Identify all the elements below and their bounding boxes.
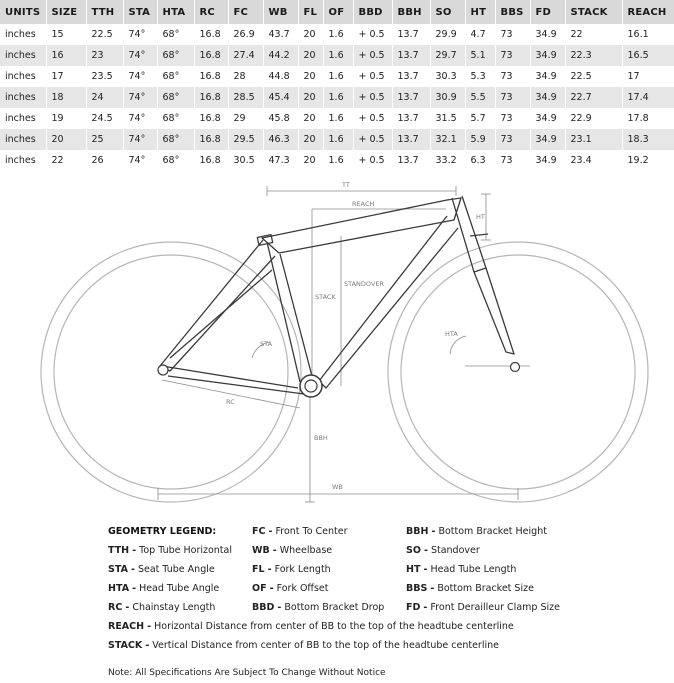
table-cell: + 0.5: [353, 108, 392, 129]
table-cell: 16.8: [194, 150, 228, 171]
column-header: RC: [194, 0, 228, 24]
table-cell: 29: [228, 108, 263, 129]
legend-item: STA - Seat Tube Angle: [108, 564, 215, 575]
table-cell: 27.4: [228, 45, 263, 66]
table-cell: 1.6: [323, 150, 353, 171]
table-cell: 29.5: [228, 129, 263, 150]
table-cell: inches: [0, 108, 46, 129]
legend-item: HTA - Head Tube Angle: [108, 583, 220, 594]
table-row: [0, 108, 674, 129]
table-cell: 73: [495, 45, 530, 66]
table-cell: inches: [0, 150, 46, 171]
front-axle: [511, 363, 520, 372]
table-cell: 44.2: [263, 45, 298, 66]
table-cell: 13.7: [392, 24, 430, 45]
table-row: [0, 45, 674, 66]
table-cell: 68°: [157, 87, 194, 108]
table-cell: 16.8: [194, 45, 228, 66]
table-cell: 1.6: [323, 45, 353, 66]
table-cell: 43.7: [263, 24, 298, 45]
legend-item: TTH - Top Tube Horizontal: [108, 545, 232, 556]
column-header: FC: [228, 0, 263, 24]
table-cell: 73: [495, 150, 530, 171]
legend-stack: STACK - Vertical Distance from center of BB to the top of the headtube centerline: [108, 640, 499, 651]
column-header: STA: [123, 0, 157, 24]
table-cell: 20: [298, 108, 323, 129]
table-cell: 13.7: [392, 87, 430, 108]
table-cell: inches: [0, 24, 46, 45]
column-header: UNITS: [0, 0, 46, 24]
table-cell: 68°: [157, 66, 194, 87]
column-header: BBD: [353, 0, 392, 24]
table-cell: 16.8: [194, 66, 228, 87]
table-cell: 22.5: [86, 24, 123, 45]
table-cell: 13.7: [392, 129, 430, 150]
table-cell: 74°: [123, 87, 157, 108]
table-cell: 34.9: [530, 150, 565, 171]
table-cell: inches: [0, 45, 46, 66]
legend-item: BBS - Bottom Bracket Size: [406, 583, 534, 594]
table-cell: 4.7: [465, 24, 495, 45]
table-row: [0, 87, 674, 108]
table-cell: 5.1: [465, 45, 495, 66]
bike-geometry-diagram: [0, 176, 674, 516]
table-cell: 17.4: [622, 87, 674, 108]
table-row: [0, 129, 674, 150]
table-cell: 22.9: [565, 108, 622, 129]
table-cell: 20: [298, 87, 323, 108]
table-cell: 17: [46, 66, 86, 87]
table-cell: 28: [228, 66, 263, 87]
table-cell: 18.3: [622, 129, 674, 150]
table-cell: 22: [565, 24, 622, 45]
table-cell: 24: [86, 87, 123, 108]
table-cell: 19.2: [622, 150, 674, 171]
table-cell: 45.8: [263, 108, 298, 129]
column-header: OF: [323, 0, 353, 24]
table-cell: 74°: [123, 108, 157, 129]
label-reach: REACH: [352, 200, 375, 208]
table-cell: 47.3: [263, 150, 298, 171]
table-cell: 16.8: [194, 24, 228, 45]
label-sta: STA: [260, 340, 273, 348]
table-row: [0, 150, 674, 171]
label-bbh: BBH: [314, 434, 328, 442]
table-cell: 13.7: [392, 45, 430, 66]
table-cell: 29.7: [430, 45, 465, 66]
table-cell: 34.9: [530, 108, 565, 129]
legend-item: BBD - Bottom Bracket Drop: [252, 602, 385, 613]
column-header: SO: [430, 0, 465, 24]
legend-reach: REACH - Horizontal Distance from center of BB to the top of the headtube centerline: [108, 621, 514, 632]
table-cell: 73: [495, 129, 530, 150]
table-cell: 16.5: [622, 45, 674, 66]
table-cell: 44.8: [263, 66, 298, 87]
table-cell: 74°: [123, 24, 157, 45]
table-cell: 34.9: [530, 129, 565, 150]
label-ht: HT: [476, 213, 485, 221]
table-cell: 20: [298, 24, 323, 45]
legend-item: FL - Fork Length: [252, 564, 331, 575]
bottom-bracket: [300, 375, 322, 397]
label-wb: WB: [332, 483, 343, 491]
column-header: FD: [530, 0, 565, 24]
column-header: HT: [465, 0, 495, 24]
label-stack: STACK: [315, 293, 336, 301]
table-cell: 13.7: [392, 66, 430, 87]
legend-item: WB - Wheelbase: [252, 545, 333, 556]
label-tt: TT: [342, 181, 350, 189]
table-cell: 23.1: [565, 129, 622, 150]
table-cell: 68°: [157, 129, 194, 150]
table-cell: 13.7: [392, 108, 430, 129]
table-cell: 34.9: [530, 24, 565, 45]
table-cell: + 0.5: [353, 150, 392, 171]
table-cell: 26: [86, 150, 123, 171]
table-cell: 26.9: [228, 24, 263, 45]
label-rc: RC: [226, 398, 235, 406]
table-cell: 30.5: [228, 150, 263, 171]
table-cell: 68°: [157, 24, 194, 45]
table-cell: 5.7: [465, 108, 495, 129]
table-cell: 46.3: [263, 129, 298, 150]
table-cell: 16.1: [622, 24, 674, 45]
table-cell: 34.9: [530, 66, 565, 87]
table-cell: 1.6: [323, 108, 353, 129]
table-cell: 74°: [123, 150, 157, 171]
table-cell: + 0.5: [353, 129, 392, 150]
table-cell: 16: [46, 45, 86, 66]
table-cell: 16.8: [194, 108, 228, 129]
legend-title: GEOMETRY LEGEND:: [108, 526, 217, 537]
table-cell: 33.2: [430, 150, 465, 171]
table-cell: 5.3: [465, 66, 495, 87]
table-cell: 28.5: [228, 87, 263, 108]
table-cell: 5.5: [465, 87, 495, 108]
column-header: HTA: [157, 0, 194, 24]
table-cell: 1.6: [323, 129, 353, 150]
legend-item: BBH - Bottom Bracket Height: [406, 526, 547, 537]
table-cell: 30.3: [430, 66, 465, 87]
table-cell: 74°: [123, 45, 157, 66]
table-cell: 23.5: [86, 66, 123, 87]
table-cell: inches: [0, 66, 46, 87]
table-cell: 20: [298, 45, 323, 66]
bike-frame: [160, 196, 514, 394]
table-cell: 17: [622, 66, 674, 87]
table-cell: 23: [86, 45, 123, 66]
column-header: FL: [298, 0, 323, 24]
table-cell: 24.5: [86, 108, 123, 129]
rear-wheel: [41, 242, 301, 502]
legend-item: SO - Standover: [406, 545, 480, 556]
table-cell: 16.8: [194, 87, 228, 108]
table-cell: 1.6: [323, 87, 353, 108]
geometry-legend: [0, 520, 674, 683]
geometry-table: [0, 0, 674, 171]
label-standover: STANDOVER: [344, 280, 384, 288]
table-cell: 73: [495, 24, 530, 45]
table-cell: 5.9: [465, 129, 495, 150]
table-cell: 68°: [157, 108, 194, 129]
table-cell: 32.1: [430, 129, 465, 150]
table-cell: 22.7: [565, 87, 622, 108]
legend-item: FC - Front To Center: [252, 526, 348, 537]
table-cell: 20: [298, 150, 323, 171]
front-wheel: [388, 242, 648, 502]
table-row: [0, 66, 674, 87]
table-cell: 1.6: [323, 66, 353, 87]
table-cell: 68°: [157, 150, 194, 171]
legend-item: HT - Head Tube Length: [406, 564, 517, 575]
table-cell: 73: [495, 108, 530, 129]
table-cell: + 0.5: [353, 66, 392, 87]
column-header: BBH: [392, 0, 430, 24]
table-cell: 13.7: [392, 150, 430, 171]
table-body: [0, 24, 674, 171]
table-cell: 19: [46, 108, 86, 129]
table-cell: 45.4: [263, 87, 298, 108]
disclaimer-note: Note: All Specifications Are Subject To Change Without Notice: [108, 668, 386, 678]
table-cell: 20: [298, 129, 323, 150]
table-cell: + 0.5: [353, 24, 392, 45]
table-cell: 34.9: [530, 87, 565, 108]
column-header: BBS: [495, 0, 530, 24]
table-cell: inches: [0, 87, 46, 108]
table-cell: 68°: [157, 45, 194, 66]
column-header: SIZE: [46, 0, 86, 24]
table-cell: 31.5: [430, 108, 465, 129]
label-hta: HTA: [445, 330, 458, 338]
table-cell: 74°: [123, 66, 157, 87]
table-cell: 22.3: [565, 45, 622, 66]
table-cell: 22.5: [565, 66, 622, 87]
table-cell: 20: [298, 66, 323, 87]
table-cell: inches: [0, 129, 46, 150]
table-cell: + 0.5: [353, 87, 392, 108]
column-header: STACK: [565, 0, 622, 24]
table-cell: 23.4: [565, 150, 622, 171]
column-header: WB: [263, 0, 298, 24]
table-cell: 1.6: [323, 24, 353, 45]
table-cell: 20: [46, 129, 86, 150]
column-header: TTH: [86, 0, 123, 24]
table-cell: + 0.5: [353, 45, 392, 66]
table-cell: 17.8: [622, 108, 674, 129]
table-cell: 15: [46, 24, 86, 45]
table-cell: 6.3: [465, 150, 495, 171]
rear-dropout: [158, 365, 168, 375]
column-header: REACH: [622, 0, 674, 24]
legend-item: FD - Front Derailleur Clamp Size: [406, 602, 560, 613]
table-cell: 73: [495, 87, 530, 108]
table-cell: 29.9: [430, 24, 465, 45]
table-cell: 34.9: [530, 45, 565, 66]
legend-item: OF - Fork Offset: [252, 583, 329, 594]
table-cell: 74°: [123, 129, 157, 150]
table-header-row: [0, 0, 674, 24]
table-cell: 18: [46, 87, 86, 108]
table-cell: 22: [46, 150, 86, 171]
table-cell: 16.8: [194, 129, 228, 150]
table-cell: 25: [86, 129, 123, 150]
table-cell: 30.9: [430, 87, 465, 108]
table-row: [0, 24, 674, 45]
table-cell: 73: [495, 66, 530, 87]
legend-item: RC - Chainstay Length: [108, 602, 216, 613]
